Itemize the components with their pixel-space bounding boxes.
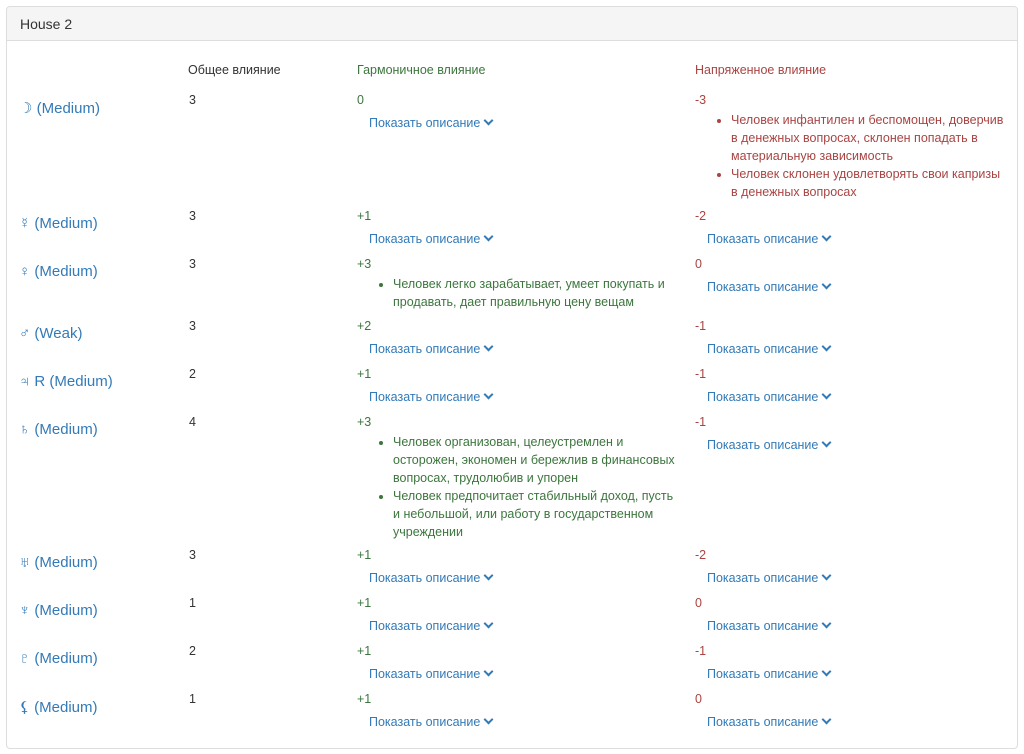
tense-value: -1 bbox=[695, 319, 707, 333]
column-header-tense: Напряженное влияние bbox=[695, 63, 827, 77]
tense-value: 0 bbox=[695, 257, 702, 271]
description-item: • Человек организован, целеустремлен и осторожен, экономен и бережлив в финансовых вопросах, трудолюбив и упорен bbox=[393, 433, 677, 487]
description-list bbox=[357, 433, 677, 541]
show-description-link[interactable] bbox=[369, 667, 492, 681]
tense-cell bbox=[695, 644, 1005, 681]
tense-cell bbox=[695, 596, 1005, 633]
tense-cell bbox=[695, 93, 1005, 201]
show-description-link[interactable] bbox=[707, 667, 830, 681]
show-description-link[interactable] bbox=[369, 232, 492, 246]
show-description-link[interactable] bbox=[369, 116, 492, 130]
chevron-down-icon bbox=[484, 232, 494, 242]
tense-value: 0 bbox=[695, 692, 702, 706]
description-list bbox=[695, 111, 1005, 201]
total-value: 1 bbox=[189, 692, 196, 706]
show-description-label: Показать описание bbox=[369, 715, 481, 729]
description-item: • Человек предпочитает стабильный доход, пусть и небольшой, или работу в государственном учреждении bbox=[393, 487, 677, 541]
show-description-label: Показать описание bbox=[369, 116, 481, 130]
chevron-down-icon bbox=[822, 715, 832, 725]
tense-value: -2 bbox=[695, 548, 707, 562]
planet-link[interactable]: ☽ (Medium) bbox=[19, 100, 100, 117]
show-description-label: Показать описание bbox=[707, 667, 819, 681]
tense-cell bbox=[695, 257, 1005, 294]
tense-cell bbox=[695, 209, 1005, 246]
total-value: 3 bbox=[189, 257, 196, 271]
chevron-down-icon bbox=[484, 116, 494, 126]
planet-link[interactable]: ♆ (Medium) bbox=[19, 602, 98, 619]
harmonious-value: +1 bbox=[357, 692, 372, 706]
show-description-link[interactable] bbox=[707, 715, 830, 729]
harmonious-cell bbox=[357, 93, 677, 130]
show-description-link[interactable] bbox=[369, 619, 492, 633]
show-description-link[interactable] bbox=[707, 232, 830, 246]
harmonious-value: +1 bbox=[357, 596, 372, 610]
tense-value: -1 bbox=[695, 644, 707, 658]
show-description-label: Показать описание bbox=[707, 390, 819, 404]
house-panel bbox=[6, 6, 1018, 749]
harmonious-cell bbox=[357, 367, 677, 404]
total-value: 3 bbox=[189, 209, 196, 223]
show-description-label: Показать описание bbox=[369, 571, 481, 585]
total-value: 4 bbox=[189, 415, 196, 429]
tense-cell bbox=[695, 548, 1005, 585]
description-item: • Человек легко зарабатывает, умеет покупать и продавать, дает правильную цену вещам bbox=[393, 275, 677, 311]
harmonious-cell bbox=[357, 415, 677, 541]
chevron-down-icon bbox=[484, 571, 494, 581]
show-description-label: Показать описание bbox=[369, 667, 481, 681]
planet-link[interactable]: ♅ (Medium) bbox=[19, 554, 98, 571]
column-header-total: Общее влияние bbox=[188, 63, 281, 77]
planet-link[interactable]: ♀ (Medium) bbox=[19, 263, 98, 280]
harmonious-cell bbox=[357, 257, 677, 311]
tense-cell bbox=[695, 319, 1005, 356]
chevron-down-icon bbox=[484, 715, 494, 725]
harmonious-value: +3 bbox=[357, 415, 372, 429]
show-description-link[interactable] bbox=[707, 390, 830, 404]
panel-title: House 2 bbox=[7, 7, 1017, 41]
harmonious-cell bbox=[357, 692, 677, 729]
show-description-label: Показать описание bbox=[707, 280, 819, 294]
total-value: 3 bbox=[189, 93, 196, 107]
planet-link[interactable]: ♃ R (Medium) bbox=[19, 373, 113, 390]
chevron-down-icon bbox=[822, 667, 832, 677]
tense-value: -1 bbox=[695, 415, 707, 429]
chevron-down-icon bbox=[822, 390, 832, 400]
tense-value: -1 bbox=[695, 367, 707, 381]
harmonious-value: +2 bbox=[357, 319, 372, 333]
show-description-label: Показать описание bbox=[369, 232, 481, 246]
chevron-down-icon bbox=[822, 342, 832, 352]
harmonious-value: +3 bbox=[357, 257, 372, 271]
harmonious-value: 0 bbox=[357, 93, 364, 107]
harmonious-value: +1 bbox=[357, 548, 372, 562]
planet-link[interactable]: ♇ (Medium) bbox=[19, 650, 98, 667]
show-description-link[interactable] bbox=[369, 342, 492, 356]
show-description-label: Показать описание bbox=[707, 232, 819, 246]
show-description-label: Показать описание bbox=[707, 571, 819, 585]
show-description-label: Показать описание bbox=[707, 619, 819, 633]
show-description-link[interactable] bbox=[369, 571, 492, 585]
harmonious-cell bbox=[357, 319, 677, 356]
tense-value: -3 bbox=[695, 93, 707, 107]
show-description-label: Показать описание bbox=[369, 619, 481, 633]
show-description-link[interactable] bbox=[707, 342, 830, 356]
show-description-link[interactable] bbox=[707, 571, 830, 585]
total-value: 3 bbox=[189, 548, 196, 562]
tense-cell bbox=[695, 415, 1005, 452]
harmonious-value: +1 bbox=[357, 644, 372, 658]
description-item: • Человек инфантилен и беспомощен, доверчив в денежных вопросах, склонен попадать в материальную зависимость bbox=[731, 111, 1005, 165]
tense-value: 0 bbox=[695, 596, 702, 610]
show-description-label: Показать описание bbox=[369, 342, 481, 356]
description-item: • Человек склонен удовлетворять свои капризы в денежных вопросах bbox=[731, 165, 1005, 201]
show-description-link[interactable] bbox=[707, 438, 830, 452]
total-value: 2 bbox=[189, 367, 196, 381]
harmonious-value: +1 bbox=[357, 209, 372, 223]
show-description-label: Показать описание bbox=[707, 342, 819, 356]
harmonious-cell bbox=[357, 209, 677, 246]
column-header-harmonious: Гармоничное влияние bbox=[357, 63, 486, 77]
tense-cell bbox=[695, 367, 1005, 404]
chevron-down-icon bbox=[822, 280, 832, 290]
chevron-down-icon bbox=[822, 438, 832, 448]
harmonious-cell bbox=[357, 596, 677, 633]
show-description-label: Показать описание bbox=[369, 390, 481, 404]
chevron-down-icon bbox=[484, 619, 494, 629]
show-description-link[interactable] bbox=[707, 619, 830, 633]
harmonious-cell bbox=[357, 548, 677, 585]
show-description-label: Показать описание bbox=[707, 715, 819, 729]
harmonious-cell bbox=[357, 644, 677, 681]
total-value: 3 bbox=[189, 319, 196, 333]
show-description-link[interactable] bbox=[369, 715, 492, 729]
tense-value: -2 bbox=[695, 209, 707, 223]
planet-link[interactable]: ♄ (Medium) bbox=[19, 421, 98, 438]
chevron-down-icon bbox=[822, 619, 832, 629]
harmonious-value: +1 bbox=[357, 367, 372, 381]
chevron-down-icon bbox=[822, 232, 832, 242]
show-description-link[interactable] bbox=[707, 280, 830, 294]
planet-link[interactable]: ⚸ (Medium) bbox=[19, 699, 98, 716]
planet-link[interactable]: ♂ (Weak) bbox=[19, 325, 83, 342]
total-value: 1 bbox=[189, 596, 196, 610]
total-value: 2 bbox=[189, 644, 196, 658]
chevron-down-icon bbox=[484, 667, 494, 677]
chevron-down-icon bbox=[484, 390, 494, 400]
planet-link[interactable]: ☿ (Medium) bbox=[19, 215, 98, 232]
show-description-link[interactable] bbox=[369, 390, 492, 404]
show-description-label: Показать описание bbox=[707, 438, 819, 452]
chevron-down-icon bbox=[484, 342, 494, 352]
tense-cell bbox=[695, 692, 1005, 729]
description-list bbox=[357, 275, 677, 311]
chevron-down-icon bbox=[822, 571, 832, 581]
